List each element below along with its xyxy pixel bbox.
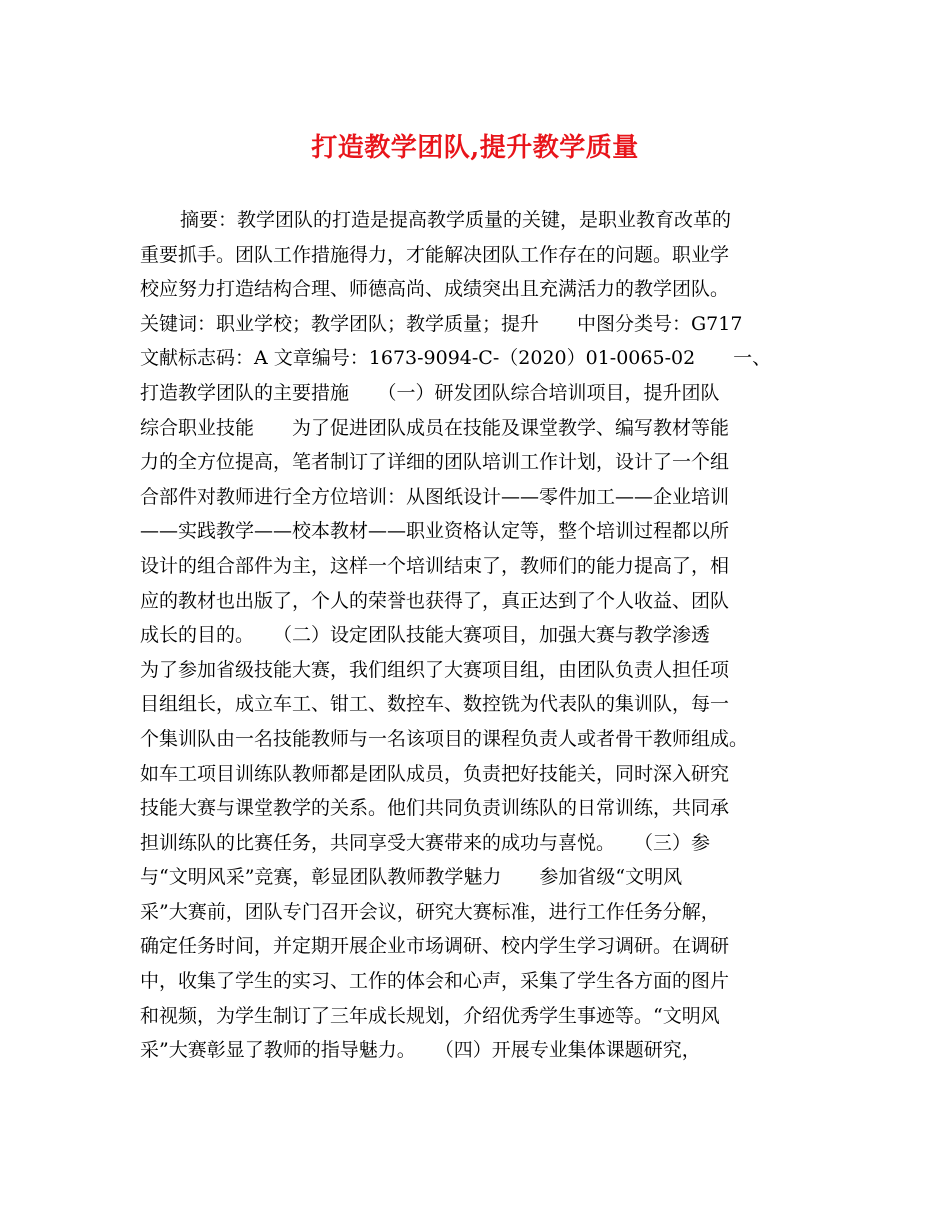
text-line: 文献标志码：A 文章编号：1673-9094-C-（2020）01-0065-02 一、 bbox=[140, 347, 772, 370]
text-line: 成长的目的。 （二）设定团队技能大赛项目，加强大赛与教学渗透 bbox=[140, 624, 711, 647]
text-line: 目组组长，成立车工、钳工、数控车、数控铣为代表队的集训队，每一 bbox=[140, 693, 730, 716]
text-line: 关键词：职业学校；教学团队；教学质量；提升 中图分类号：G717 bbox=[140, 312, 743, 335]
text-line: 个集训队由一名技能教师与一名该项目的课程负责人或者骨干教师组成。 bbox=[140, 727, 749, 750]
text-line: 采”大赛彰显了教师的指导魅力。 （四）开展专业集体课题研究， bbox=[140, 1039, 701, 1062]
text-line: 打造教学团队的主要措施 （一）研发团队综合培训项目，提升团队 bbox=[140, 381, 720, 404]
text-line: 中，收集了学生的实习、工作的体会和心声，采集了学生各方面的图片 bbox=[140, 970, 730, 993]
text-line: 重要抓手。团队工作措施得力，才能解决团队工作存在的问题。职业学 bbox=[140, 243, 730, 266]
text-line: 为了参加省级技能大赛，我们组织了大赛项目组，由团队负责人担任项 bbox=[140, 658, 730, 681]
text-line: 合部件对教师进行全方位培训：从图纸设计——零件加工——企业培训 bbox=[140, 485, 730, 508]
text-line: 综合职业技能 为了促进团队成员在技能及课堂教学、编写教材等能 bbox=[140, 416, 730, 439]
text-line: 摘要：教学团队的打造是提高教学质量的关键，是职业教育改革的 bbox=[180, 209, 732, 231]
text-line: 技能大赛与课堂教学的关系。他们共同负责训练队的日常训练，共同承 bbox=[140, 797, 730, 820]
article-body bbox=[140, 203, 830, 1068]
text-line: 设计的组合部件为主，这样一个培训结束了，教师们的能力提高了，相 bbox=[140, 554, 730, 577]
text-line: 确定任务时间，并定期开展企业市场调研、校内学生学习调研。在调研 bbox=[140, 935, 730, 958]
text-line: 应的教材也出版了，个人的荣誉也获得了，真正达到了个人收益、团队 bbox=[140, 589, 730, 612]
text-line: 和视频，为学生制订了三年成长规划，介绍优秀学生事迹等。“文明风 bbox=[140, 1004, 720, 1027]
text-line: 如车工项目训练队教师都是团队成员，负责把好技能关，同时深入研究 bbox=[140, 762, 730, 785]
text-line: 与“文明风采”竞赛，彰显团队教师教学魅力 参加省级“文明风 bbox=[140, 866, 683, 889]
text-line: 采”大赛前，团队专门召开会议，研究大赛标准，进行工作任务分解， bbox=[140, 900, 720, 923]
page-title: 打造教学团队,提升教学质量 bbox=[311, 133, 639, 163]
text-line: 力的全方位提高，笔者制订了详细的团队培训工作计划，设计了一个组 bbox=[140, 451, 730, 474]
text-line: 担训练队的比赛任务，共同享受大赛带来的成功与喜悦。 （三）参 bbox=[140, 831, 711, 854]
text-line: 校应努力打造结构合理、师德高尚、成绩突出且充满活力的教学团队。 bbox=[140, 278, 730, 301]
text-line: ——实践教学——校本教材——职业资格认定等，整个培训过程都以所 bbox=[140, 520, 730, 543]
